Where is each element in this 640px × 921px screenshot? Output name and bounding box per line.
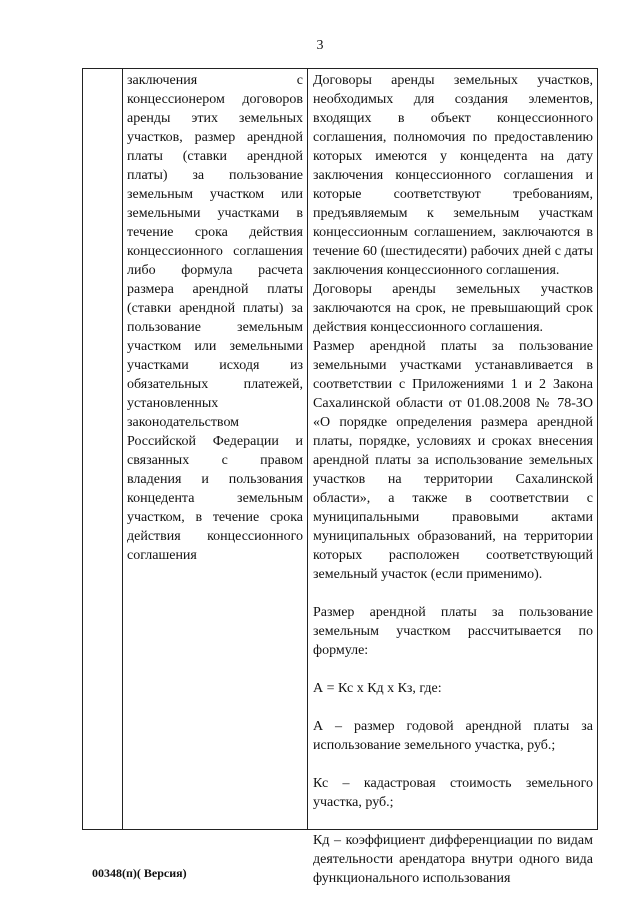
paragraph: Договоры аренды земельных участков заключаются на срок, не превышающий срок действия концессионного соглашения. (313, 282, 593, 335)
paragraph: Размер арендной платы за пользование земельными участками устанавливается в соответствии с Приложениями 1 и 2 Закона Сахалинской области от 01.08.2008 № 78-ЗО «О порядке определения размера арендной платы, порядке, условиях и сроках внесения арендной платы за использование земельных участков на территории Сахалинской области», а также в соответствии с муниципальными правовыми актами муниципальных образований, на территории которых расположен соответствующий земельный участок (если применимо). (313, 339, 593, 582)
table-cell-left: заключения с концессионером договоров аренды этих земельных участков, размер арендной платы (ставки арендной платы) за пользование земельным участком или земельными участками в течение срока действия концессионного соглашения либо формула расчета размера арендной платы (ставки арендной платы) за пользование земельным участком или земельными участками исходя из обязательных платежей, установленных законодательством Российской Федерации и связанных с правом владения и пользования концедента земельным участком, в течение срока действия концессионного соглашения (127, 73, 303, 563)
paragraph: Договоры аренды земельных участков, необходимых для создания элементов, входящих в объект концессионного соглашения, полномочия по предоставлению которых имеются у концедента на дату заключения концессионного соглашения и которые соответствуют требованиям, предъявляемым к земельным участкам концессионным соглашением, заключаются в течение 60 (шестидесяти) рабочих дней с даты заключения концессионного соглашения. (313, 73, 593, 278)
table-cell-right (313, 71, 593, 888)
paragraph: А – размер годовой арендной платы за использование земельного участка, руб.; (313, 719, 593, 753)
formula: А = Кс х Кд х Кз, где: (313, 681, 442, 696)
page-number: 3 (316, 38, 324, 53)
document-code: 00348(п)( Версия) (92, 866, 187, 880)
table-column-divider (307, 69, 308, 829)
paragraph: Кд – коэффициент дифференциации по видам деятельности арендатора внутри одного вида функционального использования (313, 833, 593, 886)
paragraph: Размер арендной платы за пользование земельным участком рассчитывается по формуле: (313, 605, 593, 658)
table-column-divider (122, 69, 123, 829)
paragraph: Кс – кадастровая стоимость земельного участка, руб.; (313, 776, 593, 810)
